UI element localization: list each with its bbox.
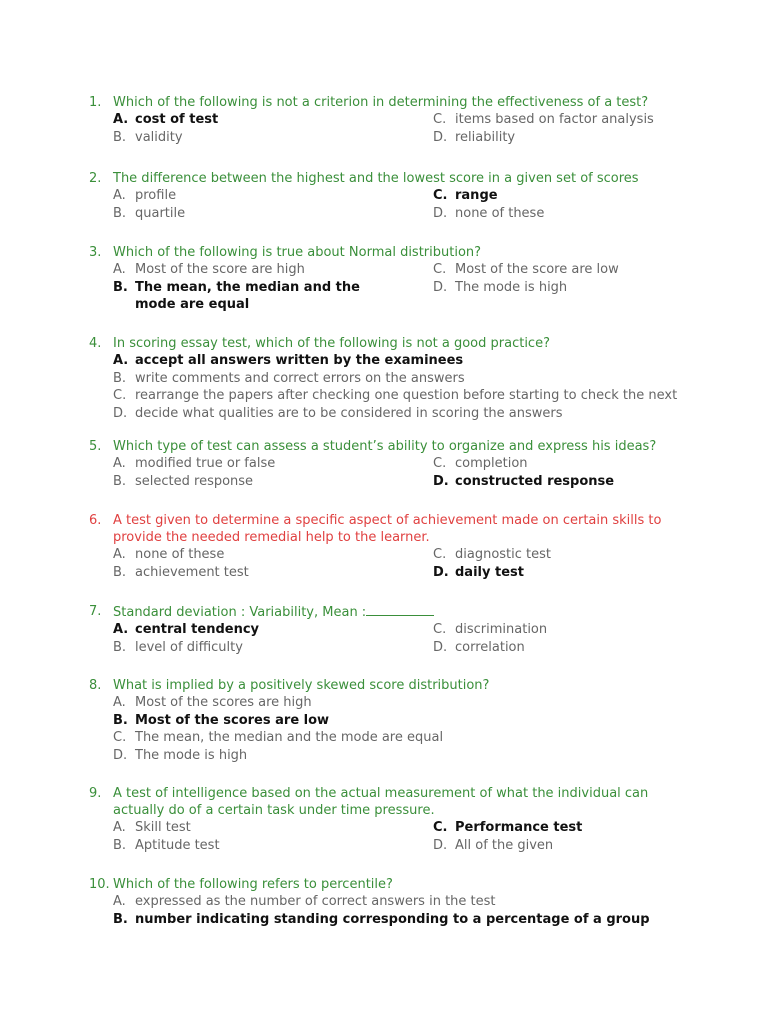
option-a: A. none of these bbox=[113, 547, 225, 562]
question-6 bbox=[89, 512, 689, 581]
option-c: C. The mean, the median and the mode are equal bbox=[113, 730, 444, 745]
question-1 bbox=[89, 94, 689, 146]
option-c: C. discrimination bbox=[433, 622, 548, 637]
option-a: A. Skill test bbox=[113, 820, 191, 835]
option-c: C. range bbox=[433, 188, 498, 203]
question-stem: 9. A test of intelligence based on the actual measurement of what the individual can actually do of a certain task under time pressure. bbox=[89, 785, 689, 819]
option-c: C. completion bbox=[433, 456, 528, 471]
question-text: Which type of test can assess a student’s ability to organize and express his ideas? bbox=[113, 439, 657, 454]
option-c: C. diagnostic test bbox=[433, 547, 552, 562]
question-stem: 5. Which type of test can assess a student’s ability to organize and express his ideas? bbox=[89, 438, 689, 455]
question-stem: 3. Which of the following is true about Normal distribution? bbox=[89, 244, 689, 261]
option-b: B. achievement test bbox=[113, 564, 249, 580]
option-d: D. none of these bbox=[433, 205, 545, 221]
option-d: D. reliability bbox=[433, 129, 516, 145]
answer-blank bbox=[366, 603, 434, 616]
option-b: B. selected response bbox=[113, 473, 254, 489]
question-3 bbox=[89, 244, 689, 314]
question-stem: 2. The difference between the highest and the lowest score in a given set of scores bbox=[89, 170, 689, 187]
option-b: B. The mean, the median and the mode are equal bbox=[113, 279, 360, 312]
option-d: D. The mode is high bbox=[433, 279, 568, 295]
option-b: B. Most of the scores are low bbox=[113, 712, 330, 728]
question-stem: 1. Which of the following is not a criterion in determining the effectiveness of a test? bbox=[89, 94, 689, 111]
option-b: B. number indicating standing corresponding to a percentage of a group bbox=[113, 911, 650, 927]
option-b: B. quartile bbox=[113, 205, 186, 221]
question-4 bbox=[89, 335, 689, 422]
question-text: The difference between the highest and the lowest score in a given set of scores bbox=[113, 171, 639, 186]
option-a: A. accept all answers written by the examinees bbox=[113, 353, 464, 368]
question-10 bbox=[89, 876, 689, 928]
option-d: D. daily test bbox=[433, 564, 524, 580]
question-text: Which of the following is true about Normal distribution? bbox=[113, 245, 482, 260]
option-c: C. Most of the score are low bbox=[433, 262, 619, 277]
option-a: A. central tendency bbox=[113, 622, 260, 637]
option-c: C. rearrange the papers after checking one question before starting to check the next bbox=[113, 388, 678, 403]
question-text: Which of the following refers to percentile? bbox=[113, 877, 393, 892]
option-d: D. constructed response bbox=[433, 473, 615, 489]
question-text: A test of intelligence based on the actual measurement of what the individual can actually do of a certain task under time pressure. bbox=[113, 786, 649, 818]
question-text: What is implied by a positively skewed score distribution? bbox=[113, 678, 490, 693]
question-7 bbox=[89, 603, 689, 656]
option-a: A. modified true or false bbox=[113, 456, 276, 471]
question-stem: 6. A test given to determine a specific aspect of achievement made on certain skills to provide the needed remedial help to the learner. bbox=[89, 512, 689, 546]
option-c: C. Performance test bbox=[433, 820, 583, 835]
option-a: A. Most of the score are high bbox=[113, 262, 305, 277]
question-stem: 4. In scoring essay test, which of the following is not a good practice? bbox=[89, 335, 689, 352]
question-text: Which of the following is not a criterion in determining the effectiveness of a test? bbox=[113, 95, 649, 110]
question-text: Standard deviation : Variability, Mean : bbox=[113, 605, 367, 620]
question-text: A test given to determine a specific aspect of achievement made on certain skills to provide the needed remedial help to the learner. bbox=[113, 513, 662, 545]
question-text: In scoring essay test, which of the following is not a good practice? bbox=[113, 336, 550, 351]
option-d: D. All of the given bbox=[433, 837, 554, 853]
option-b: B. write comments and correct errors on the answers bbox=[113, 370, 465, 386]
option-a: A. expressed as the number of correct answers in the test bbox=[113, 894, 496, 909]
question-8 bbox=[89, 677, 689, 764]
option-d: D. correlation bbox=[433, 639, 525, 655]
question-9 bbox=[89, 785, 689, 854]
option-a: A. profile bbox=[113, 188, 177, 203]
option-c: C. items based on factor analysis bbox=[433, 112, 654, 127]
option-d: D. decide what qualities are to be considered in scoring the answers bbox=[113, 405, 563, 421]
question-2 bbox=[89, 170, 689, 222]
option-b: B. Aptitude test bbox=[113, 837, 220, 853]
question-stem: 7. Standard deviation : Variability, Mean : bbox=[89, 603, 689, 621]
question-stem: 8. What is implied by a positively skewed score distribution? bbox=[89, 677, 689, 694]
question-stem: 10. Which of the following refers to percentile? bbox=[89, 876, 689, 893]
option-b: B. level of difficulty bbox=[113, 639, 243, 655]
option-b: B. validity bbox=[113, 129, 183, 145]
option-d: D. The mode is high bbox=[113, 747, 248, 763]
option-a: A. Most of the scores are high bbox=[113, 695, 312, 710]
question-5 bbox=[89, 438, 689, 490]
option-a: A. cost of test bbox=[113, 112, 219, 127]
